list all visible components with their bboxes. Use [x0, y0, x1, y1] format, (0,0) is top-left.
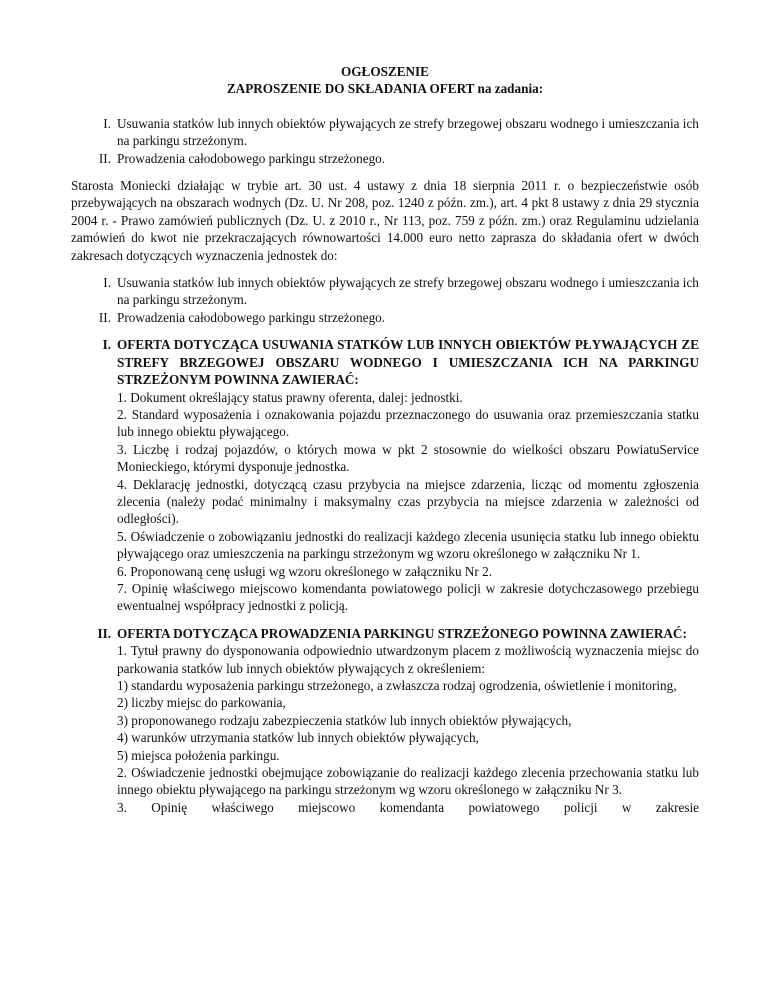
- document-subtitle: ZAPROSZENIE DO SKŁADANIA OFERT na zadania:: [226, 81, 544, 97]
- document-title: OGŁOSZENIE: [341, 64, 429, 79]
- section-2: [71, 625, 699, 816]
- section-1-heading: [102, 336, 699, 388]
- list-item-number: II.: [98, 150, 111, 166]
- list-item-number: II.: [98, 309, 111, 325]
- list-item-number: I.: [103, 115, 111, 131]
- section-2-item: 1) standardu wyposażenia parkingu strzeżonego, a zwłaszcza rodzaj ogrodzenia, oświetlenie i monitoring,: [117, 678, 677, 693]
- list-item-number: I.: [103, 275, 111, 291]
- section-heading-text: OFERTA DOTYCZĄCA PROWADZENIA PARKINGU STRZEŻONEGO POWINNA ZAWIERAĆ:: [117, 625, 687, 641]
- section-1-item: 1. Dokument określający status prawny oferenta, dalej: jednostki.: [117, 389, 463, 405]
- list-item-text: Prowadzenia całodobowego parkingu strzeżonego.: [117, 309, 386, 325]
- section-1-item: 4. Deklarację jednostki, dotyczącą czasu przybycia na miejsce zdarzenia, licząc od momentu zgłoszenia zlecenia (należy podać minimalny i maksymalny czas przybycia na miejsce zdarzenia w zależności od odległości).: [117, 476, 699, 527]
- section-2-item: 2. Oświadczenie jednostki obejmujące zobowiązanie do realizacji każdego zlecenia przechowania statku lub innego obiektu pływającego na parkingu strzeżonym wg wzoru określonego w załączniku Nr 3.: [117, 765, 699, 798]
- section-2-item: 1. Tytuł prawny do dysponowania odpowiednio utwardzonym placem z możliwością wyznaczenia miejsc do parkowania statków lub innych obiektów pływających z określeniem:: [117, 643, 699, 676]
- section-1-item: 5. Oświadczenie o zobowiązaniu jednostki do realizacji każdego zlecenia usunięcia statku lub innego obiektu pływającego oraz umieszczenia na parkingu strzeżonym wg wzoru określonego w załączniku Nr 1.: [117, 528, 699, 562]
- list-item-text: Usuwania statków lub innych obiektów pływających ze strefy brzegowej obszaru wodnego i umieszczania ich na parkingu strzeżonym.: [117, 275, 699, 308]
- tasks-list-1: [71, 115, 699, 167]
- section-1-item: 3. Liczbę i rodzaj pojazdów, o których mowa w pkt 2 stosownie do wielkości obszaru PowiatuService Monieckiego, którymi dysponuje jednostka.: [117, 441, 699, 475]
- section-2-item: 3. Opinię właściwego miejscowo komendanta powiatowego policji w zakresie: [117, 799, 699, 815]
- list-item: [71, 150, 699, 167]
- section-1-item: 6. Proponowaną cenę usługi wg wzoru określonego w załączniku Nr 2.: [117, 563, 493, 579]
- section-2-item: 3) proponowanego rodzaju zabezpieczenia statków lub innych obiektów pływających,: [117, 712, 572, 728]
- section-1-item: 7. Opinię właściwego miejscowo komendanta powiatowego policji w zakresie dotychczasowego przebiegu ewentualnej współpracy jednostki z policją.: [117, 580, 699, 614]
- section-heading-text: OFERTA DOTYCZĄCA USUWANIA STATKÓW LUB INNYCH OBIEKTÓW PŁYWAJĄCYCH ZE STREFY BRZEGOWEJ OBSZARU WODNEGO I UMIESZCZANIA ICH NA PARKINGU STRZEŻONYM POWINNA ZAWIERAĆ:: [117, 337, 699, 388]
- list-item-text: Usuwania statków lub innych obiektów pływających ze strefy brzegowej obszaru wodnego i umieszczania ich na parkingu strzeżonym.: [117, 115, 699, 149]
- section-1: [71, 336, 699, 615]
- section-1-item: 2. Standard wyposażenia i oznakowania pojazdu przeznaczonego do usuwania oraz przemieszczania statku lub innego obiektu pływającego.: [117, 406, 699, 440]
- section-2-item: 4) warunków utrzymania statków lub innych obiektów pływających,: [117, 730, 479, 746]
- list-item: [71, 115, 699, 150]
- list-item: [71, 309, 699, 326]
- list-item: [71, 274, 699, 309]
- tasks-list-2: [71, 274, 699, 326]
- section-2-heading: [97, 625, 699, 642]
- intro-paragraph: Starosta Moniecki działając w trybie art. 30 ust. 4 ustawy z dnia 18 sierpnia 2011 r. o bezpieczeństwie osób przebywających na obszarach wodnych (Dz. U. Nr 208, poz. 1240 z późn. zm.), art. 4 pkt 8 ustawy z dnia 29 stycznia 2004 r. - Prawo zamówień publicznych (Dz. U. z 2010 r., Nr 113, poz. 759 z późn. zm.) oraz Regulaminu udzielania zamówień do kwot nie przekraczających równowartości 14.000 euro netto zaprasza do składania ofert w dwóch zakresach dotyczących wyznaczenia jednostek do:: [71, 178, 699, 263]
- list-item-text: Prowadzenia całodobowego parkingu strzeżonego.: [117, 150, 386, 166]
- section-2-item: 5) miejsca położenia parkingu.: [117, 747, 280, 763]
- section-2-item: 2) liczby miejsc do parkowania,: [117, 695, 286, 711]
- section-number: I.: [102, 337, 111, 353]
- section-number: II.: [97, 625, 111, 641]
